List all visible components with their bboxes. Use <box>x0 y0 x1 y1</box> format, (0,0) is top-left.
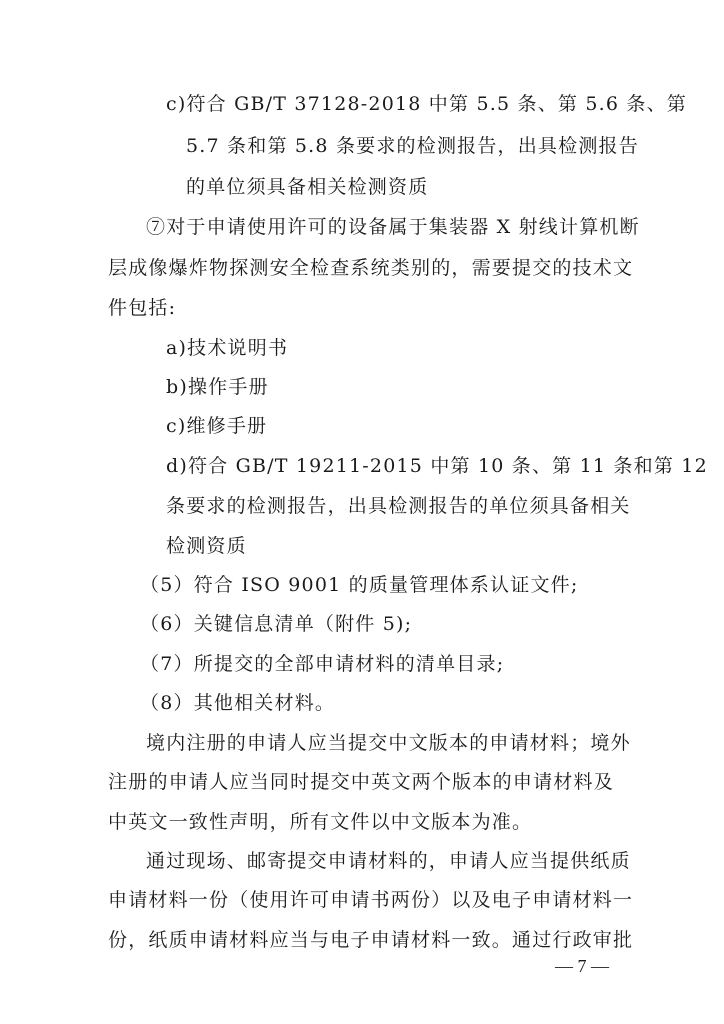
text-line: 份，纸质申请材料应当与电子申请材料一致。通过行政审批 <box>108 929 634 951</box>
text-line: 检测资质 <box>166 535 247 557</box>
text-line: ⑦对于申请使用许可的设备属于集装器 X 射线计算机断 <box>146 216 640 238</box>
text-line: 5.7 条和第 5.8 条要求的检测报告，出具检测报告 <box>186 135 639 157</box>
text-line: 件包括: <box>108 297 177 319</box>
list-item: d)符合 GB/T 19211-2015 中第 10 条、第 11 条和第 12 <box>166 455 708 477</box>
text-line: 条要求的检测报告，出具检测报告的单位须具备相关 <box>166 495 631 517</box>
list-item: （7）所提交的全部申请材料的清单目录; <box>140 653 505 675</box>
list-item: （6）关键信息清单（附件 5); <box>140 613 413 635</box>
list-item: a)技术说明书 <box>166 337 289 359</box>
text-line: 申请材料一份（使用许可申请书两份）以及电子申请材料一 <box>108 889 634 911</box>
list-item: b)操作手册 <box>166 376 269 398</box>
page-number: — 7 — <box>555 956 609 976</box>
text-line: c)符合 GB/T 37128-2018 中第 5.5 条、第 5.6 条、第 <box>166 93 687 115</box>
list-item: （8）其他相关材料。 <box>140 692 336 714</box>
text-line: 层成像爆炸物探测安全检查系统类别的，需要提交的技术文 <box>108 257 634 279</box>
text-line: 通过现场、邮寄提交申请材料的，申请人应当提供纸质 <box>146 850 631 872</box>
list-item: （5）符合 ISO 9001 的质量管理体系认证文件; <box>140 574 579 596</box>
text-line: 中英文一致性声明，所有文件以中文版本为准。 <box>108 811 533 833</box>
list-item: c)维修手册 <box>166 415 268 437</box>
text-line: 境内注册的申请人应当提交中文版本的申请材料；境外 <box>146 732 631 754</box>
text-line: 的单位须具备相关检测资质 <box>186 176 429 198</box>
text-line: 注册的申请人应当同时提交中英文两个版本的申请材料及 <box>108 771 614 793</box>
